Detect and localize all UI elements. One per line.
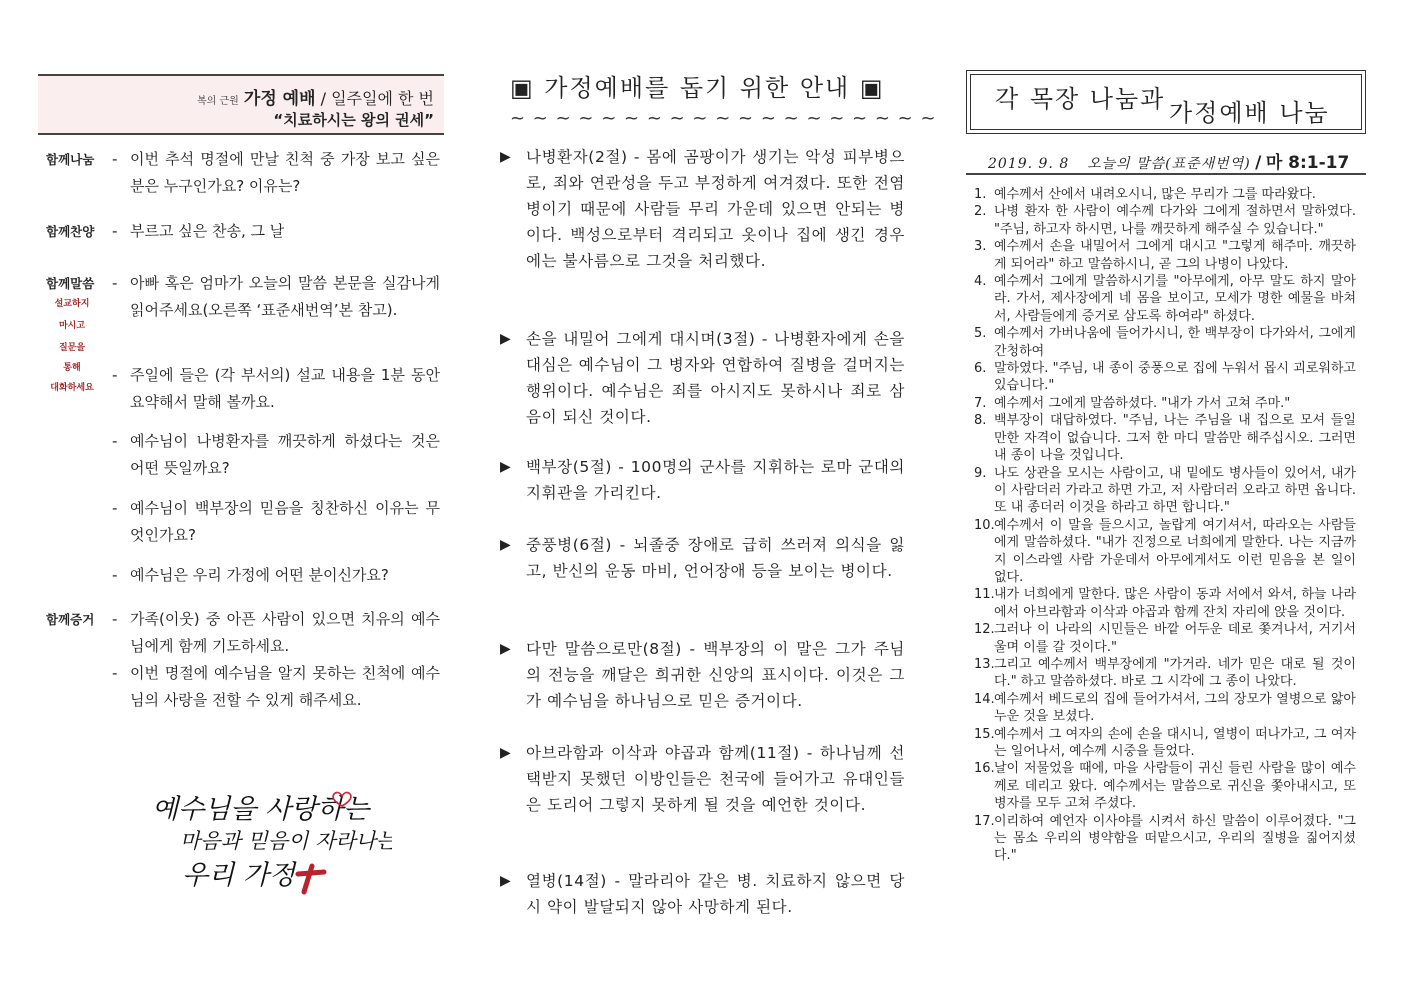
header-frequency: 일주일에 한 번 (331, 89, 434, 108)
verse-number: 4. (974, 274, 987, 290)
verse-text: 그러나 이 나라의 시민들은 바깥 어두운 데로 쫓겨나서, 거기서 울며 이를 갈 것이다." (994, 622, 1356, 655)
scripture-verse (970, 238, 1356, 273)
list-item: - 가족(이웃) 중 아픈 사람이 있으면 치유의 예수님에게 함께 기도하세요. (112, 610, 440, 655)
header-title: 가정 예배 (243, 89, 316, 109)
verse-number: 16. (974, 761, 995, 777)
verse-number: 5. (974, 326, 987, 342)
verse-text: 예수께서 그 여자의 손에 손을 대시니, 열병이 떠나가고, 그 여자는 일어나서, 예수께 시중을 들었다. (994, 726, 1356, 759)
section-sublabel: 질문을 (58, 343, 86, 353)
verse-text: 예수께서 가버나움에 들어가시니, 한 백부장이 다가와서, 그에게 간청하여 (994, 326, 1356, 359)
verse-number: 10. (974, 517, 995, 533)
list-item: - 예수님은 우리 가정에 어떤 분이신가요? (112, 566, 389, 584)
list-item: - 주일에 들은 (각 부서의) 설교 내용을 1분 동안 요약해서 말해 볼까요. (112, 366, 440, 411)
service-date: 2019. 9. 8 (988, 156, 1070, 172)
scripture-verse (970, 656, 1356, 691)
scripture-verse (970, 273, 1356, 325)
section-label: 함께증거 (46, 612, 95, 627)
left-header (38, 74, 444, 135)
scripture-verse (970, 395, 1356, 412)
list-item: - 예수님이 나병환자를 깨끗하게 하셨다는 것은 어떤 뜻일까요? (112, 432, 440, 477)
verse-number: 9. (974, 465, 987, 481)
scripture-verse (970, 586, 1356, 621)
verse-text: 예수께서 이 말을 들으시고, 놀랍게 여기셔서, 따라오는 사람들에게 말씀하셨다. "내가 진정으로 너희에게 말한다. 나는 지금까지 이스라엘 사람 가운데서 아무에게서도 이런 믿음을 본 일이 없다. (994, 517, 1356, 585)
verse-text: 내가 너희에게 말한다. 많은 사람이 동과 서에서 와서, 하늘 나라에서 아브라함과 이삭과 야곱과 함께 잔치 자리에 앉을 것이다. (994, 587, 1356, 620)
verse-text: 나도 상관을 모시는 사람이고, 내 밑에도 병사들이 있어서, 내가 이 사람더러 가라고 하면 가고, 저 사람더러 오라고 하면 옵니다. 또 내 종더러 이것을 하라고 하면 합니다." (994, 465, 1356, 516)
calligraphy-line: 예수님을 사랑하는 (152, 794, 370, 825)
scripture-verse (970, 325, 1356, 360)
triangle-bullet-icon: ▶ (500, 641, 511, 657)
family-calligraphy-logo (152, 786, 392, 896)
scripture-verse (970, 726, 1356, 761)
verse-text: 예수께서 베드로의 집에 들어가셔서, 그의 장모가 열병으로 앓아 누운 것을 보셨다. (994, 691, 1356, 725)
calligraphy-line: 마음과 믿음이 자라나는 (180, 829, 392, 853)
triangle-bullet-icon: ▶ (500, 459, 511, 475)
verse-number: 3. (974, 239, 987, 255)
guide-title: ▣ 가정예배를 돕기 위한 안내 ▣ (510, 74, 885, 102)
verse-number: 6. (974, 361, 987, 377)
triangle-bullet-icon: ▶ (500, 149, 511, 165)
verse-text: 그리고 예수께서 백부장에게 "가거라. 네가 믿은 대로 될 것이다." 하고 말씀하셨다. 바로 그 시각에 그 종이 나았다. (994, 656, 1356, 690)
list-item: - 부르고 싶은 찬송, 그 날 (112, 222, 285, 240)
section-label: 함께말씀 (46, 276, 95, 291)
verse-number: 7. (974, 395, 987, 411)
scripture-verse (970, 517, 1356, 587)
scripture-verse (970, 203, 1356, 238)
header-theme: “치료하시는 왕의 권세” (273, 111, 434, 129)
verse-text: 나병 환자 한 사람이 예수께 다가와 그에게 절하면서 말하였다. "주님, 하고자 하시면, 나를 깨끗하게 해주실 수 있습니다." (994, 204, 1356, 237)
verse-number: 2. (974, 204, 987, 220)
right-title-part1: 각 목장 나눔과 (995, 85, 1166, 113)
guide-entry: ▶ 백부장(5절) - 100명의 군사를 지휘하는 로마 군대의 지휘관을 가리킨다. (500, 454, 905, 506)
scripture-verse (970, 760, 1356, 812)
header-small-label: 복의 근원 (196, 96, 239, 107)
list-item: - 예수님이 백부장의 믿음을 칭찬하신 이유는 무엇인가요? (112, 499, 440, 544)
scripture-verse (970, 360, 1356, 395)
verse-number: 12. (974, 622, 995, 638)
right-title-part2: 가정예배 나눔 (1169, 99, 1330, 127)
section-sublabel: 통해 (63, 363, 81, 373)
verse-text: 예수께서 손을 내밀어서 그에게 대시고 "그렇게 해주마. 깨끗하게 되어라" 하고 말씀하시니, 곧 그의 나병이 나았다. (994, 239, 1356, 272)
verse-text: 예수께서 그에게 말씀하시기를 "아무에게, 아무 말도 하지 말아라. 가서, 제사장에게 네 몸을 보이고, 모세가 명한 예물을 바쳐서, 사람들에게 증거로 삼도록 하여라" 하셨다. (994, 274, 1356, 324)
list-item: - 이번 명절에 예수님을 알지 못하는 친척에 예수님의 사랑을 전할 수 있게 해주세요. (112, 664, 440, 709)
verse-number: 13. (974, 656, 995, 672)
header-slash: / (320, 89, 326, 108)
slash: / (1255, 153, 1262, 173)
triangle-bullet-icon: ▶ (500, 331, 511, 347)
verse-text: 말하였다. "주님, 내 종이 중풍으로 집에 누워서 몹시 괴로워하고 있습니다." (994, 361, 1356, 394)
scripture-verse (970, 186, 1356, 203)
verse-number: 15. (974, 726, 995, 742)
section-sublabel: 마시고 (58, 321, 86, 331)
tilde-divider: ~ ~ ~ ~ ~ ~ ~ ~ ~ ~ ~ ~ ~ ~ ~ ~ ~ ~ ~ (510, 108, 937, 129)
triangle-bullet-icon: ▶ (500, 873, 511, 889)
guide-entry: ▶ 중풍병(6절) - 뇌졸중 장애로 급히 쓰러져 의식을 잃고, 반신의 운동 마비, 언어장애 등을 보이는 병이다. (500, 532, 905, 584)
verse-number: 8. (974, 413, 987, 429)
section-label: 함께찬양 (46, 224, 95, 239)
scripture-verse (970, 813, 1356, 865)
triangle-bullet-icon: ▶ (500, 537, 511, 553)
list-item: - 이번 추석 명절에 만날 친척 중 가장 보고 싶은 분은 누구인가요? 이유는? (112, 150, 440, 195)
left-column (38, 74, 444, 709)
verse-text: 이리하여 예언자 이사야를 시켜서 하신 말씀이 이루어졌다. "그는 몸소 우리의 병약함을 떠맡으시고, 우리의 질병을 짊어지셨다." (994, 813, 1356, 864)
verse-text: 날이 저물었을 때에, 마을 사람들이 귀신 들린 사람을 많이 예수께로 데리고 왔다. 예수께서는 말씀으로 귀신을 쫓아내시고, 또 병자를 모두 고쳐 주셨다. (994, 761, 1356, 812)
list-item: - 아빠 혹은 엄마가 오늘의 말씀 본문을 실감나게 읽어주세요(오른쪽 ‘표준새번역’본 참고). (112, 274, 440, 319)
verse-number: 1. (974, 187, 987, 202)
scripture-reference: 마 8:1-17 (1265, 153, 1350, 173)
verse-text: 예수께서 그에게 말씀하셨다. "내가 가서 고쳐 주마." (994, 395, 1291, 411)
scripture-date-line (988, 148, 1349, 173)
calligraphy-line: 우리 가정 (182, 860, 295, 891)
scripture-verse (970, 412, 1356, 464)
guide-entry: ▶ 열병(14절) - 말라리아 같은 병. 치료하지 않으면 당시 약이 발달되지 않아 사망하게 된다. (500, 868, 905, 920)
section-sublabel: 설교하지 (54, 299, 90, 309)
section-sublabel: 대화하세요 (50, 383, 94, 393)
verse-text: 백부장이 대답하였다. "주님, 나는 주님을 내 집으로 모셔 들일 만한 자격이 없습니다. 그저 한 마디 말씀만 해주십시오. 그러면 내 종이 나을 것입니다. (994, 413, 1356, 464)
guide-entry: ▶ 나병환자(2절) - 몸에 곰팡이가 생기는 악성 피부병으로, 죄와 연관성을 두고 부정하게 여겨졌다. 또한 전염병이기 때문에 사람들 무리 가운데 있으면 안되는 병이다. 백성으로부터 격리되고 옷이나 집에 생긴 경우에는 불사름으로 그것을 처리했다. (500, 144, 905, 274)
guide-entry: ▶ 다만 말씀으로만(8절) - 백부장의 이 말은 그가 주님의 전능을 깨달은 희귀한 신앙의 표시이다. 이것은 그가 예수님을 하나님으로 믿은 증거이다. (500, 636, 905, 714)
right-title-box (966, 70, 1366, 134)
scripture-verse (970, 691, 1356, 726)
triangle-bullet-icon: ▶ (500, 745, 511, 761)
calligraphy-image (152, 786, 392, 896)
divider (966, 173, 1366, 175)
verse-number: 17. (974, 813, 995, 829)
guide-entry: ▶ 아브라함과 이삭과 야곱과 함께(11절) - 하나님께 선택받지 못했던 이방인들은 천국에 들어가고 유대인들은 도리어 그렇지 못하게 될 것을 예언한 것이다. (500, 740, 905, 818)
verse-number: 11. (974, 587, 995, 603)
cross-icon (298, 866, 324, 892)
scripture-verses (970, 186, 1356, 865)
today-word-label: 오늘의 말씀(표준새번역) (1087, 156, 1251, 172)
section-label: 함께나눔 (46, 152, 95, 167)
verse-number: 14. (974, 691, 995, 707)
verse-text: 예수께서 산에서 내려오시니, 많은 무리가 그를 따라왔다. (994, 187, 1316, 202)
scripture-verse (970, 465, 1356, 517)
guide-entry: ▶ 손을 내밀어 그에게 대시며(3절) - 나병환자에게 손을 대심은 예수님이 그 병자와 연합하여 질병을 걸머지는 행위이다. 예수님은 죄를 아시지도 못하시나 죄로 삼음이 되신 것이다. (500, 326, 905, 430)
scripture-verse (970, 621, 1356, 656)
